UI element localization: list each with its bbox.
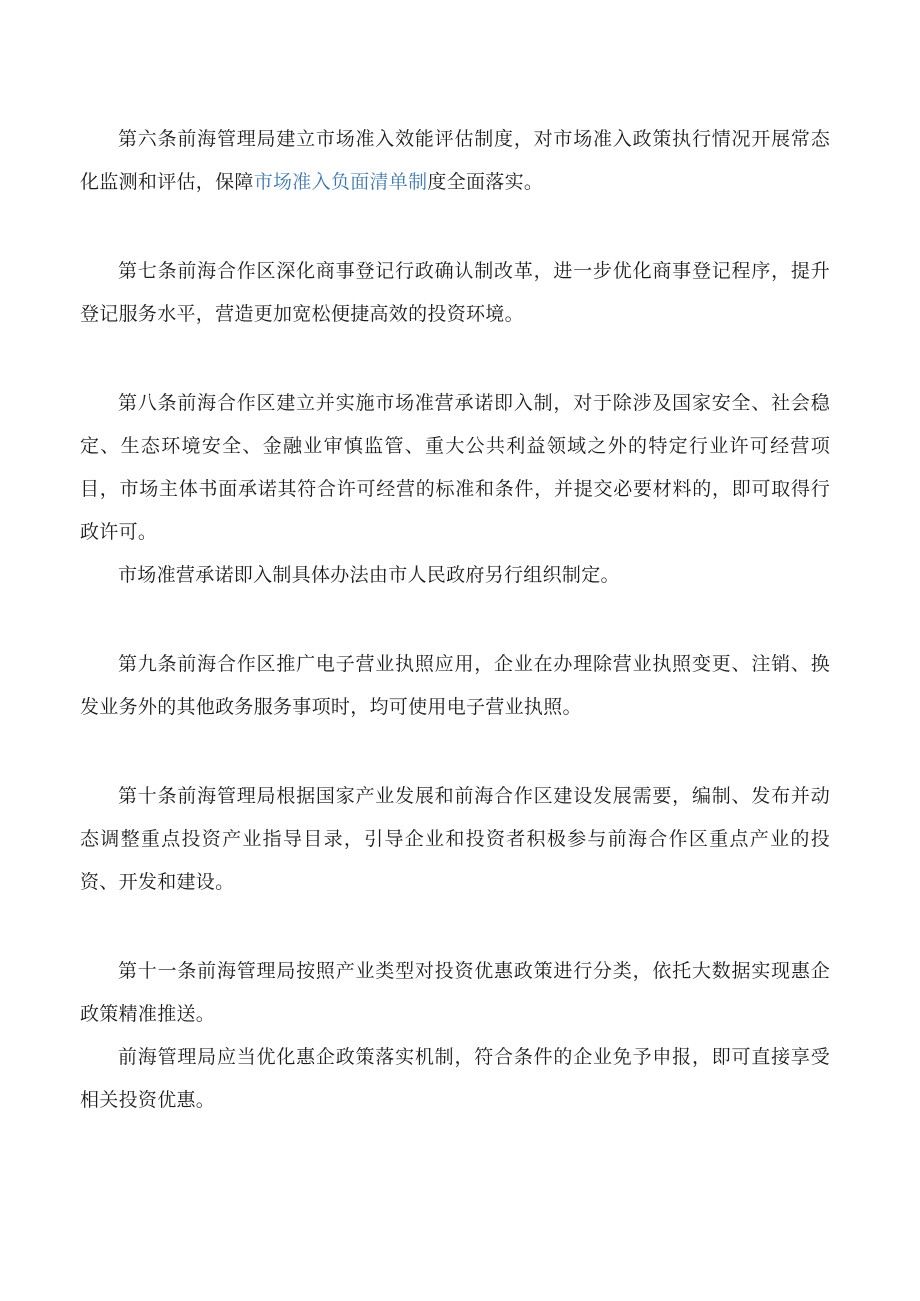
paragraph-gap — [80, 904, 830, 950]
article-9-paragraph-1: 第九条前海合作区推广电子营业执照应用，企业在办理除营业执照变更、注销、换发业务外的其他政务服务事项时，均可使用电子营业执照。 — [80, 653, 830, 718]
article-6 — [80, 118, 830, 204]
article-8-paragraph-2: 市场准营承诺即入制具体办法由市人民政府另行组织制定。 — [118, 564, 620, 586]
paragraph-gap — [80, 729, 830, 775]
article-11-paragraph-1: 第十一条前海管理局按照产业类型对投资优惠政策进行分类，依托大数据实现惠企政策精准推送。 — [80, 960, 830, 1025]
article-7-paragraph-1: 第七条前海合作区深化商事登记行政确认制改革，进一步优化商事登记程序，提升登记服务水平，营造更加宽松便捷高效的投资环境。 — [80, 260, 830, 325]
article-6-text-after-link: 度全面落实。 — [427, 171, 544, 193]
document-body — [80, 118, 830, 1122]
article-10-paragraph-1: 第十条前海管理局根据国家产业发展和前海合作区建设发展需要，编制、发布并动态调整重点投资产业指导目录，引导企业和投资者积极参与前海合作区重点产业的投资、开发和建设。 — [80, 785, 830, 893]
article-9 — [80, 643, 830, 729]
article-6-text-before-link: 第六条前海管理局建立市场准入效能评估制度，对市场准入政策执行情况开展常态化监测和评估，保障 — [80, 128, 830, 193]
negative-list-link[interactable]: 市场准入负面清单制 — [253, 171, 428, 193]
article-10 — [80, 775, 830, 904]
paragraph-gap — [80, 597, 830, 643]
article-11-paragraph-2: 前海管理局应当优化惠企政策落实机制，符合条件的企业免予申报，即可直接享受相关投资优惠。 — [80, 1046, 830, 1111]
article-6-paragraph-1 — [80, 118, 830, 204]
paragraph-gap — [80, 204, 830, 250]
article-11 — [80, 950, 830, 1122]
article-7 — [80, 250, 830, 336]
article-8-paragraph-1: 第八条前海合作区建立并实施市场准营承诺即入制，对于除涉及国家安全、社会稳定、生态环境安全、金融业审慎监管、重大公共利益领域之外的特定行业许可经营项目，市场主体书面承诺其符合许可经营的标准和条件，并提交必要材料的，即可取得行政许可。 — [80, 392, 830, 543]
article-8 — [80, 382, 830, 597]
paragraph-gap — [80, 336, 830, 382]
